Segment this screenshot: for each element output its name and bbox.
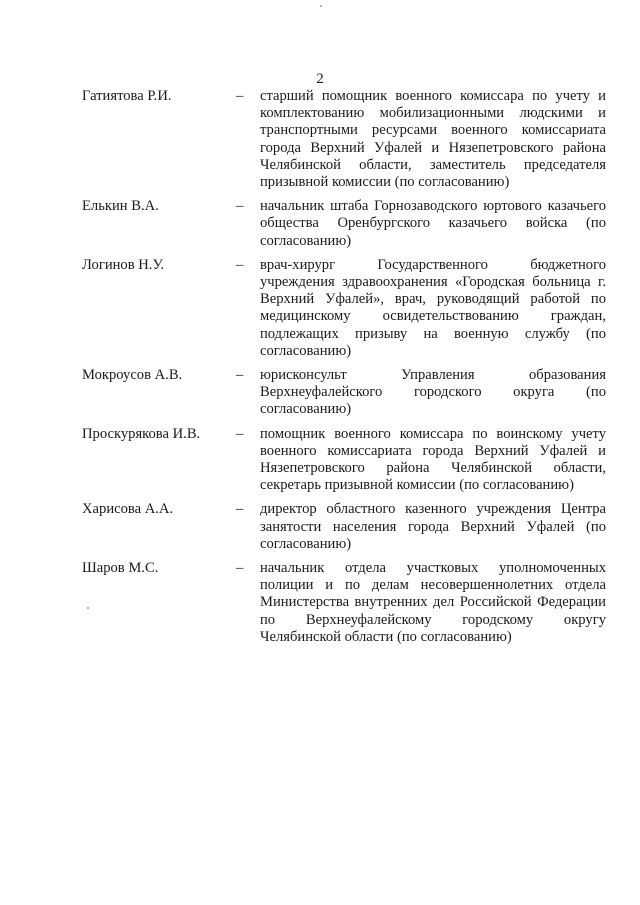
dash-separator: – xyxy=(236,367,244,384)
member-name: Проскурякова И.В. xyxy=(82,425,201,442)
page-number: 2 xyxy=(316,71,324,87)
dash-separator: – xyxy=(236,501,244,518)
member-entry xyxy=(82,426,606,495)
dash-separator: – xyxy=(236,425,244,442)
member-entry xyxy=(82,560,606,646)
scan-speck xyxy=(320,5,322,7)
member-name: Логинов Н.У. xyxy=(82,256,165,273)
dash-separator: – xyxy=(236,256,244,273)
member-entry xyxy=(82,198,606,250)
member-role: директор областного казенного учреждения Центра занятости населения города Верхний Уфалей (по согласованию) xyxy=(260,501,606,552)
dash-separator: – xyxy=(236,88,244,104)
dash-separator: – xyxy=(236,560,244,577)
member-name: Елькин В.А. xyxy=(82,198,159,215)
member-role: начальник штаба Горнозаводского юртового казачьего общества Оренбургского казачьего войска (по согласованию) xyxy=(260,198,606,249)
member-name: Гатиятова Р.И. xyxy=(82,88,172,104)
member-entry xyxy=(82,88,606,191)
commission-member-list xyxy=(82,88,606,653)
member-entry xyxy=(82,257,606,360)
member-role: старший помощник военного комиссара по учету и комплектованию мобилизационными людскими и транспортными ресурсами военного комиссариата города Верхний Уфалей и Нязепетровского района Челябинской области, заместитель председателя призывной комиссии (по согласованию) xyxy=(260,88,606,191)
member-name: Шаров М.С. xyxy=(82,560,159,577)
member-role: врач-хирург Государственного бюджетного учреждения здравоохранения «Городская больница г. Верхний Уфалей», врач, руководящий работой по медицинскому освидетельствованию граждан, подлежащих призыву на военную службу (по согласованию) xyxy=(260,256,606,359)
dash-separator: – xyxy=(236,198,244,215)
member-entry xyxy=(82,501,606,553)
member-role: юрисконсульт Управления образования Верхнеуфалейского городского округа (по согласованию) xyxy=(260,367,606,418)
member-entry xyxy=(82,367,606,419)
member-name: Мокроусов А.В. xyxy=(82,367,183,384)
member-name: Харисова А.А. xyxy=(82,501,174,518)
member-role: начальник отдела участковых уполномоченных полиции и по делам несовершеннолетних отдела Министерства внутренних дел Российской Федерации по Верхнеуфалейскому городскому округу Челябинской области (по согласованию) xyxy=(260,560,606,645)
member-role: помощник военного комиссара по воинскому учету военного комиссариата города Верхний Уфалей и Нязепетровского района Челябинской области, секретарь призывной комиссии (по согласованию) xyxy=(260,425,606,494)
